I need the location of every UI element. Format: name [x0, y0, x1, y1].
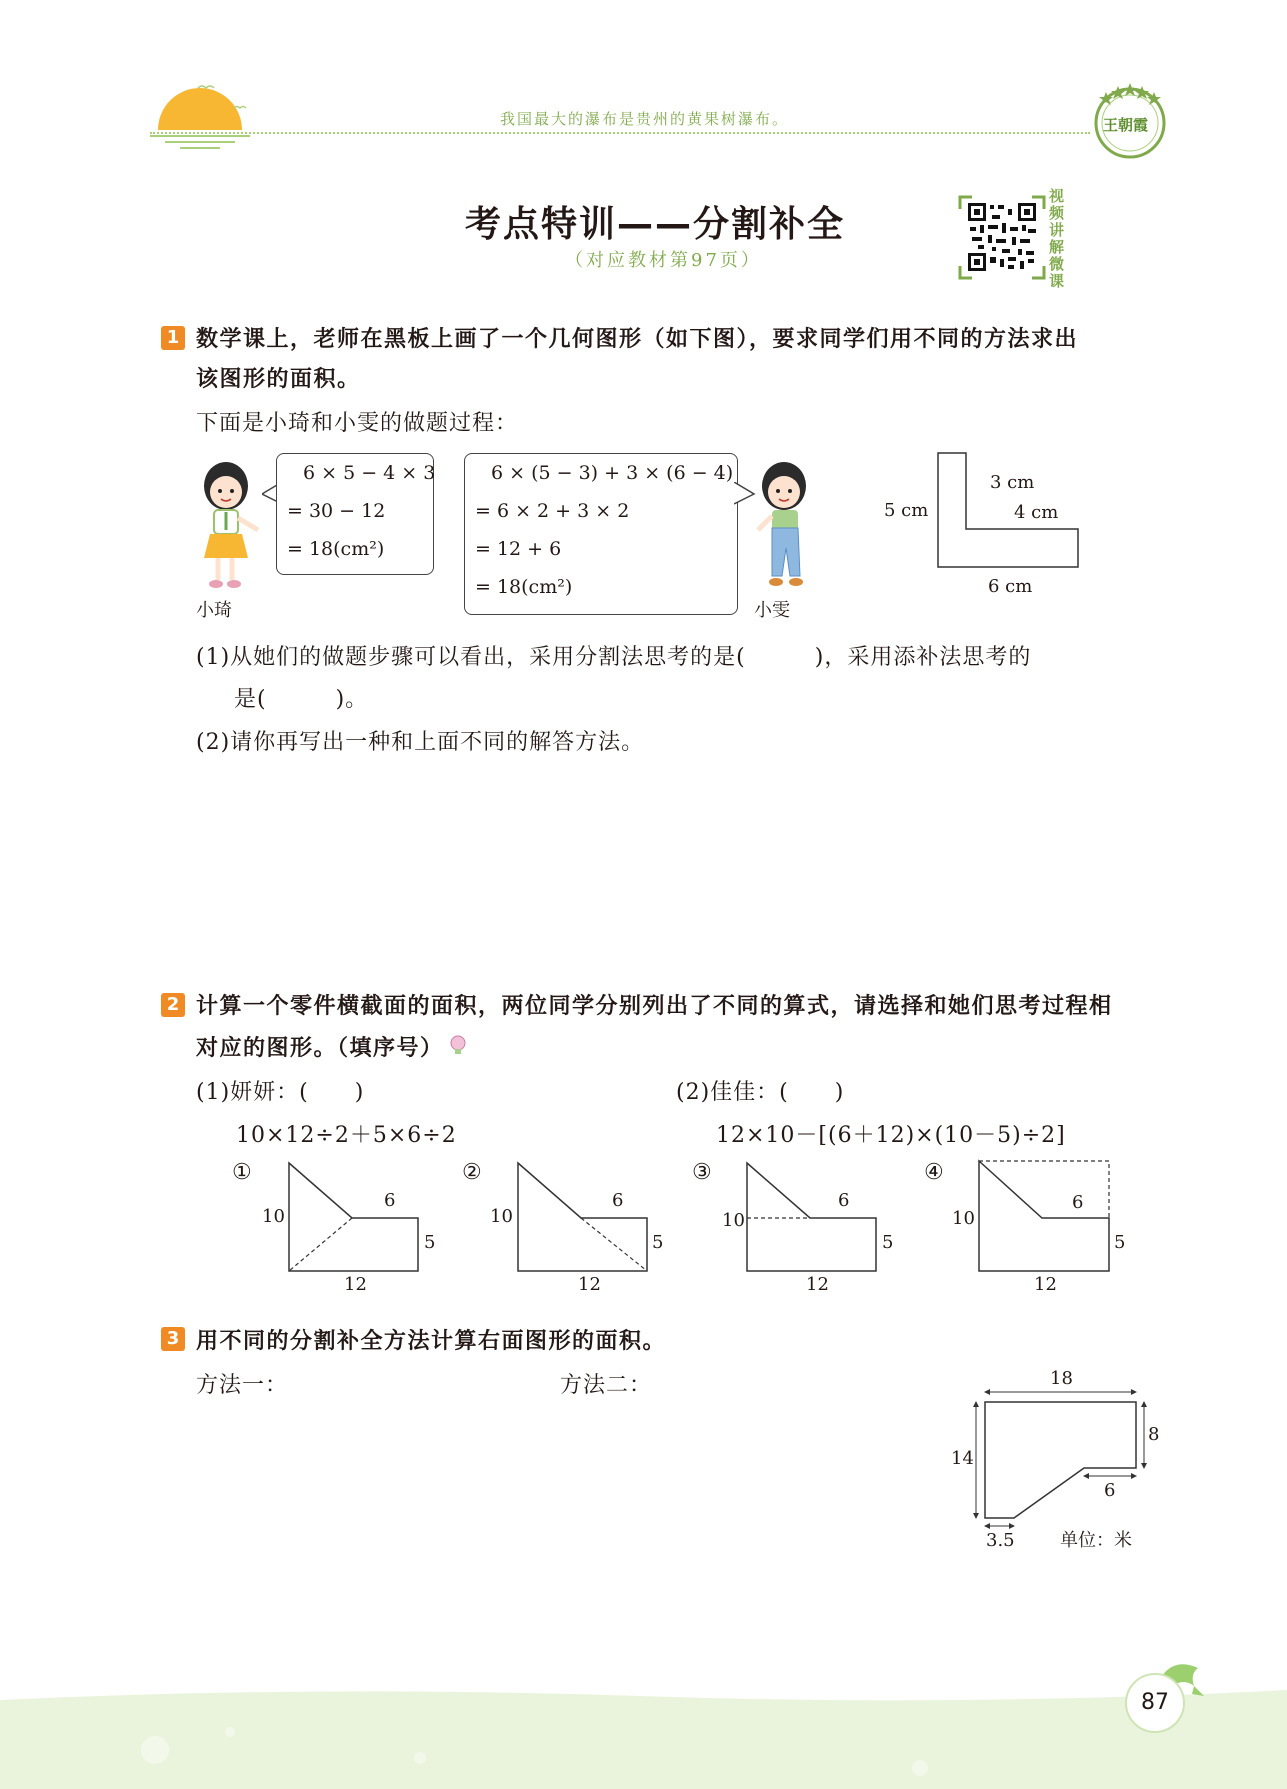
jiajia-expression: 12×10－[(6＋12)×(10－5)÷2]: [716, 1123, 1066, 1148]
figure-4-top-label: 6: [1072, 1192, 1084, 1213]
header-divider: [150, 132, 1090, 134]
footer-background: [0, 1660, 1287, 1789]
page-subtitle: （对应教材第97页）: [565, 250, 762, 271]
figure-3-shape: [744, 1160, 880, 1274]
q3-bottom-label: 3.5: [986, 1530, 1015, 1551]
question-1-number: 1: [161, 326, 185, 350]
figure-1-height-label: 10: [262, 1206, 285, 1227]
q3-unit-label: 单位：米: [1060, 1530, 1132, 1551]
q3-polygon-figure: [968, 1382, 1158, 1544]
girl-xiaowen-illustration: [746, 458, 826, 598]
question-1-part-1: (1)从她们的做题步骤可以看出，采用分割法思考的是( )，采用添补法思考的: [196, 645, 1032, 670]
xiaoqi-line-1: 6 × 5 − 4 × 3: [303, 462, 436, 484]
q3-inner-label: 6: [1104, 1480, 1116, 1501]
figure-3-top-label: 6: [838, 1190, 850, 1211]
figure-1-right-label: 5: [424, 1232, 436, 1253]
qr-label: 视频讲解微课: [1049, 187, 1065, 290]
l-shape-top-inner-label: 3 cm: [990, 472, 1035, 493]
figure-1-shape: [286, 1160, 422, 1274]
l-shape-left-label: 5 cm: [884, 500, 929, 521]
jiajia-answer: (2)佳佳：( ): [676, 1080, 845, 1105]
figure-2-bottom-label: 12: [578, 1274, 601, 1295]
xiaoqi-solution-bubble: [276, 453, 434, 575]
question-2-text: 计算一个零件横截面的面积，两位同学分别列出了不同的算式，请选择和她们思考过程相: [196, 994, 1113, 1019]
xiaowen-line-4: = 18(cm²): [475, 576, 573, 598]
figure-3-height-label: 10: [722, 1210, 745, 1231]
question-1-intro: 下面是小琦和小雯的做题过程：: [196, 411, 519, 436]
figure-4-height-label: 10: [952, 1208, 975, 1229]
question-3-number: 3: [161, 1327, 185, 1351]
header-fact: 我国最大的瀑布是贵州的黄果树瀑布。: [500, 110, 790, 128]
hint-lightbulb-icon: [449, 1035, 467, 1057]
qr-code-icon[interactable]: [958, 195, 1046, 280]
yanyan-answer: (1)妍妍：( ): [196, 1080, 365, 1105]
xiaoqi-line-2: = 30 − 12: [287, 500, 386, 522]
question-2-number: 2: [161, 993, 185, 1017]
q3-top-label: 18: [1050, 1368, 1073, 1389]
figure-4-id: ④: [924, 1160, 944, 1185]
figure-3-bottom-label: 12: [806, 1274, 829, 1295]
page-title: 考点特训——分割补全: [465, 204, 846, 245]
method-2-label: 方法二：: [560, 1373, 653, 1398]
xiaowen-line-3: = 12 + 6: [475, 538, 562, 560]
sunset-logo-icon: [150, 78, 250, 153]
girl-xiaoqi-illustration: [192, 458, 272, 598]
figure-2-top-label: 6: [612, 1190, 624, 1211]
question-2-text-cont: 对应的图形。（填序号）: [196, 1036, 444, 1061]
figure-1-id: ①: [232, 1160, 252, 1185]
question-1-part-2: (2)请你再写出一种和上面不同的解答方法。: [196, 730, 645, 755]
figure-3-right-label: 5: [882, 1232, 894, 1253]
xiaowen-line-1: 6 × (5 − 3) + 3 × (6 − 4): [491, 462, 734, 484]
question-3-text: 用不同的分割补全方法计算右面图形的面积。: [196, 1329, 667, 1354]
question-1-text: 数学课上，老师在黑板上画了一个几何图形（如下图），要求同学们用不同的方法求出: [196, 327, 1079, 352]
figure-4-bottom-label: 12: [1034, 1274, 1057, 1295]
q3-right-label: 8: [1148, 1424, 1160, 1445]
figure-4-shape: [976, 1157, 1112, 1274]
xiaoqi-name: 小琦: [196, 600, 232, 621]
figure-1-top-label: 6: [384, 1190, 396, 1211]
figure-2-right-label: 5: [652, 1232, 664, 1253]
q3-left-label: 14: [951, 1448, 974, 1469]
xiaowen-solution-bubble: [464, 453, 738, 615]
l-shape-bottom-label: 6 cm: [988, 576, 1033, 597]
method-1-label: 方法一：: [196, 1373, 289, 1398]
xiaowen-name: 小雯: [754, 600, 790, 621]
yanyan-expression: 10×12÷2＋5×6÷2: [236, 1123, 457, 1148]
l-shape-figure: [935, 450, 1085, 570]
xiaoqi-line-3: = 18(cm²): [287, 538, 385, 560]
l-shape-inner-label: 4 cm: [1014, 502, 1059, 523]
publisher-logo-text: 王朝霞: [1103, 116, 1149, 134]
figure-2-id: ②: [462, 1160, 482, 1185]
figure-2-height-label: 10: [490, 1206, 513, 1227]
xiaowen-line-2: = 6 × 2 + 3 × 2: [475, 500, 630, 522]
figure-3-id: ③: [692, 1160, 712, 1185]
question-1-part-1-cont: 是( )。: [234, 687, 369, 712]
figure-2-shape: [515, 1160, 651, 1274]
figure-4-right-label: 5: [1114, 1232, 1126, 1253]
figure-1-bottom-label: 12: [344, 1274, 367, 1295]
question-1-text-cont: 该图形的面积。: [196, 367, 361, 392]
page-number: 87: [1125, 1673, 1185, 1733]
